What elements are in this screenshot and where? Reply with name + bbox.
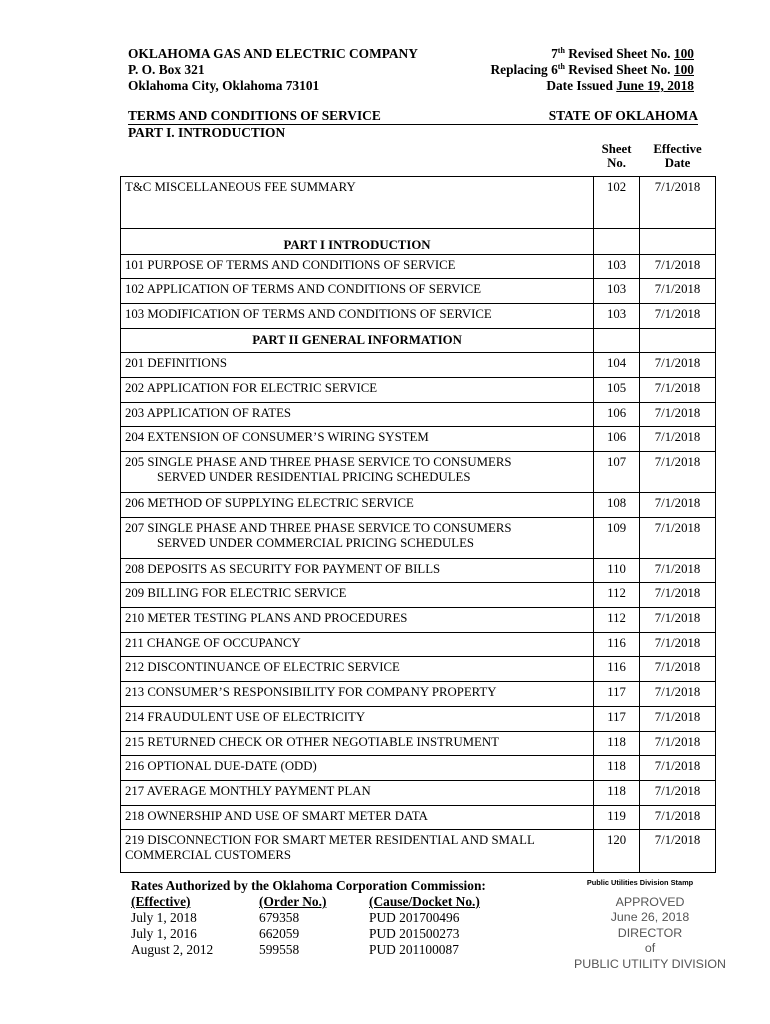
toc-entry-sheet: 104 xyxy=(594,353,640,378)
toc-entry-date: 7/1/2018 xyxy=(640,303,716,328)
rates-effective: July 1, 2016 xyxy=(131,926,197,941)
toc-entry-title-line1: 209 BILLING FOR ELECTRIC SERVICE xyxy=(125,586,347,601)
revised-number: 7 xyxy=(551,46,558,61)
toc-row xyxy=(121,402,716,427)
rates-cause-no: PUD 201100087 xyxy=(369,942,459,957)
company-name: OKLAHOMA GAS AND ELECTRIC COMPANY xyxy=(128,46,418,61)
toc-row xyxy=(121,608,716,633)
toc-entry-title-line1: 214 FRAUDULENT USE OF ELECTRICITY xyxy=(125,709,366,724)
rates-body xyxy=(131,894,529,958)
col-date-header xyxy=(640,140,716,176)
toc-entry-title-line1: 210 METER TESTING PLANS AND PROCEDURES xyxy=(125,611,408,626)
toc-row xyxy=(121,583,716,608)
toc-entry-title xyxy=(121,517,594,558)
toc-row xyxy=(121,493,716,518)
rates-cause-no: PUD 201700496 xyxy=(369,910,460,925)
city-address: Oklahoma City, Oklahoma 73101 xyxy=(128,78,320,93)
revised-text: Revised Sheet No. xyxy=(564,46,671,61)
toc-entry-date: 7/1/2018 xyxy=(640,558,716,583)
toc-entry-sheet: 110 xyxy=(594,558,640,583)
toc-entry-title-line1: 215 RETURNED CHECK OR OTHER NEGOTIABLE INSTRUMENT xyxy=(125,734,499,749)
toc-row xyxy=(121,254,716,279)
toc-entry-sheet: 103 xyxy=(594,254,640,279)
toc-entry-sheet: 120 xyxy=(594,830,640,873)
rates-title: Rates Authorized by the Oklahoma Corporation Commission: xyxy=(131,878,486,893)
rates-effective: August 2, 2012 xyxy=(131,942,214,957)
rates-header-cause: (Cause/Docket No.) xyxy=(369,894,480,909)
rates-order-no: 599558 xyxy=(259,942,300,957)
fee-summary-row xyxy=(121,176,716,228)
toc-entry-title xyxy=(121,279,594,304)
toc-entry-sheet: 116 xyxy=(594,632,640,657)
toc-entry-sheet: 105 xyxy=(594,377,640,402)
toc-entry-title xyxy=(121,731,594,756)
toc-entry-title-line1: 203 APPLICATION OF RATES xyxy=(125,405,292,420)
toc-entry-date: 7/1/2018 xyxy=(640,608,716,633)
toc-entry-title xyxy=(121,657,594,682)
toc-entry-title-line1: 216 OPTIONAL DUE-DATE (ODD) xyxy=(125,759,317,774)
toc-entry-title-line1: 213 CONSUMER’S RESPONSIBILITY FOR COMPANY PROPERTY xyxy=(125,685,497,700)
toc-row xyxy=(121,830,716,873)
toc-row xyxy=(121,427,716,452)
stamp-line: APPROVED xyxy=(615,895,685,909)
toc-entry-date: 7/1/2018 xyxy=(640,657,716,682)
toc-entry-sheet: 112 xyxy=(594,583,640,608)
toc-column-headers xyxy=(121,140,716,176)
rates-cause-no: PUD 201500273 xyxy=(369,926,460,941)
rates-effective: July 1, 2018 xyxy=(131,910,197,925)
toc-entry-title xyxy=(121,608,594,633)
po-box: P. O. Box 321 xyxy=(128,62,205,77)
toc-row xyxy=(121,731,716,756)
rates-table xyxy=(131,894,529,958)
toc-entry-sheet: 118 xyxy=(594,731,640,756)
stamp-heading: Public Utilities Division Stamp xyxy=(586,878,694,887)
toc-entry-title xyxy=(121,452,594,493)
toc-row xyxy=(121,657,716,682)
col-sheet-header xyxy=(594,140,640,176)
toc-entry-date: 7/1/2018 xyxy=(640,254,716,279)
toc-entry-sheet: 106 xyxy=(594,402,640,427)
part1-heading-row xyxy=(121,228,716,254)
toc-row xyxy=(121,517,716,558)
toc-entry-date: 7/1/2018 xyxy=(640,731,716,756)
toc-entry-title-line1: 102 APPLICATION OF TERMS AND CONDITIONS OF SERVICE xyxy=(125,282,482,297)
toc-entry-title xyxy=(121,377,594,402)
toc-row xyxy=(121,632,716,657)
date-issued-value: June 19, 2018 xyxy=(616,78,694,93)
fee-summary-title: T&C MISCELLANEOUS FEE SUMMARY xyxy=(121,176,594,228)
toc-entry-title-line1: 204 EXTENSION OF CONSUMER’S WIRING SYSTEM xyxy=(125,430,429,445)
rates-header-order: (Order No.) xyxy=(259,894,327,909)
toc-entry-title-line1: 205 SINGLE PHASE AND THREE PHASE SERVICE TO CONSUMERS xyxy=(125,455,512,469)
part-label: PART I. INTRODUCTION xyxy=(128,125,286,140)
toc-row xyxy=(121,353,716,378)
toc-entry-sheet: 109 xyxy=(594,517,640,558)
terms-title: TERMS AND CONDITIONS OF SERVICE xyxy=(128,108,381,123)
toc-entry-title xyxy=(121,632,594,657)
date-issued xyxy=(546,78,694,94)
toc-entry-title xyxy=(121,780,594,805)
toc-entry-date: 7/1/2018 xyxy=(640,756,716,781)
toc-entry-title-line1: 212 DISCONTINUANCE OF ELECTRIC SERVICE xyxy=(125,660,400,675)
toc-entry-date: 7/1/2018 xyxy=(640,706,716,731)
toc-row xyxy=(121,780,716,805)
toc-entry-title-line1: 101 PURPOSE OF TERMS AND CONDITIONS OF SERVICE xyxy=(125,257,456,272)
toc-entry-date: 7/1/2018 xyxy=(640,452,716,493)
toc-entry-sheet: 103 xyxy=(594,279,640,304)
fee-summary-date: 7/1/2018 xyxy=(640,176,716,228)
replacing-sheet xyxy=(490,62,694,78)
toc-entry-sheet: 107 xyxy=(594,452,640,493)
part1-heading-date xyxy=(640,228,716,254)
stamp-line: June 26, 2018 xyxy=(610,910,690,925)
toc-entry-sheet: 106 xyxy=(594,427,640,452)
part2-heading-row xyxy=(121,328,716,353)
toc-entry-title-line1: 211 CHANGE OF OCCUPANCY xyxy=(125,635,301,650)
rates-order-no: 662059 xyxy=(259,926,300,941)
toc-entry-title xyxy=(121,706,594,731)
toc-entry-sheet: 117 xyxy=(594,706,640,731)
toc-entry-date: 7/1/2018 xyxy=(640,830,716,873)
toc-entry-date: 7/1/2018 xyxy=(640,402,716,427)
toc-row xyxy=(121,756,716,781)
toc-row xyxy=(121,706,716,731)
toc-entry-sheet: 112 xyxy=(594,608,640,633)
toc-entry-sheet: 116 xyxy=(594,657,640,682)
toc-entry-title xyxy=(121,583,594,608)
toc-header-blank xyxy=(121,140,594,176)
toc-entry-sheet: 108 xyxy=(594,493,640,518)
part2-heading-sheet xyxy=(594,328,640,353)
toc-entry-sheet: 103 xyxy=(594,303,640,328)
toc-row xyxy=(121,279,716,304)
stamp-line: DIRECTOR xyxy=(617,925,683,940)
revised-sheet-no: 100 xyxy=(673,46,694,61)
toc-entry-title xyxy=(121,254,594,279)
toc-body xyxy=(121,140,716,873)
rates-row xyxy=(131,910,529,926)
toc-entry-title-line2: COMMERCIAL CUSTOMERS xyxy=(125,848,292,863)
toc-entry-title-line1: 218 OWNERSHIP AND USE OF SMART METER DATA xyxy=(125,808,428,823)
rates-authorized xyxy=(131,878,529,958)
rates-header-effective: (Effective) xyxy=(131,894,191,909)
replacing-sup: th xyxy=(557,62,565,71)
revised-sup: th xyxy=(557,46,565,55)
toc-entry-title-line1: 201 DEFINITIONS xyxy=(125,356,228,371)
toc-entry-title xyxy=(121,756,594,781)
replacing-text: Revised Sheet No. xyxy=(564,62,671,77)
toc-entry-title xyxy=(121,830,594,873)
table-of-contents xyxy=(120,140,716,873)
toc-entry-date: 7/1/2018 xyxy=(640,780,716,805)
toc-entry-title xyxy=(121,303,594,328)
toc-entry-title-line1: 217 AVERAGE MONTHLY PAYMENT PLAN xyxy=(125,783,371,798)
replacing-sheet-no: 100 xyxy=(673,62,694,77)
toc-entry-date: 7/1/2018 xyxy=(640,517,716,558)
sheet-header xyxy=(128,46,694,94)
col-date-line2: Date xyxy=(664,156,691,170)
toc-entry-date: 7/1/2018 xyxy=(640,279,716,304)
rates-row xyxy=(131,926,529,942)
col-date-line1: Effective xyxy=(653,142,702,156)
toc-entry-date: 7/1/2018 xyxy=(640,493,716,518)
toc-row xyxy=(121,682,716,707)
toc-entry-title-line1: 207 SINGLE PHASE AND THREE PHASE SERVICE TO CONSUMERS xyxy=(125,520,512,535)
toc-entry-title xyxy=(121,682,594,707)
toc-entry-title-line1: 208 DEPOSITS AS SECURITY FOR PAYMENT OF BILLS xyxy=(125,561,441,576)
col-sheet-line1: Sheet xyxy=(601,142,632,156)
toc-entry-date: 7/1/2018 xyxy=(640,377,716,402)
part1-heading: PART I INTRODUCTION xyxy=(121,228,594,254)
part1-heading-sheet xyxy=(594,228,640,254)
toc-entry-title xyxy=(121,353,594,378)
rates-row xyxy=(131,942,529,958)
toc-entry-date: 7/1/2018 xyxy=(640,427,716,452)
toc-entry-title xyxy=(121,805,594,830)
toc-entry-date: 7/1/2018 xyxy=(640,353,716,378)
toc-row xyxy=(121,805,716,830)
state-label: STATE OF OKLAHOMA xyxy=(548,108,698,123)
toc-entry-title xyxy=(121,493,594,518)
toc-row xyxy=(121,558,716,583)
toc-entry-title-line1: 103 MODIFICATION OF TERMS AND CONDITIONS OF SERVICE xyxy=(125,306,492,321)
date-issued-label: Date Issued xyxy=(546,78,617,93)
toc-entry-title-line1: 219 DISCONNECTION FOR SMART METER RESIDENTIAL AND SMALL xyxy=(125,833,535,848)
toc-entry-sheet: 119 xyxy=(594,805,640,830)
stamp-line: PUBLIC UTILITY DIVISION xyxy=(574,956,726,971)
fee-summary-sheet: 102 xyxy=(594,176,640,228)
col-sheet-line2: No. xyxy=(607,156,626,170)
rates-order-no: 679358 xyxy=(259,910,300,925)
toc-entry-sheet: 118 xyxy=(594,780,640,805)
toc-entry-title-line2: SERVED UNDER COMMERCIAL PRICING SCHEDULES xyxy=(157,535,475,550)
toc-entry-date: 7/1/2018 xyxy=(640,805,716,830)
toc-entry-title-line1: 202 APPLICATION FOR ELECTRIC SERVICE xyxy=(125,380,378,395)
rates-header-row xyxy=(131,894,529,910)
toc-row xyxy=(121,303,716,328)
revised-sheet xyxy=(551,46,694,62)
terms-heading xyxy=(128,108,698,141)
toc-entry-sheet: 117 xyxy=(594,682,640,707)
toc-entry-title xyxy=(121,402,594,427)
part2-heading-date xyxy=(640,328,716,353)
approval-stamp xyxy=(560,878,740,972)
toc-entry-title-line2: SERVED UNDER RESIDENTIAL PRICING SCHEDULES xyxy=(157,470,471,484)
toc-entry-sheet: 118 xyxy=(594,756,640,781)
toc-entry-title xyxy=(121,427,594,452)
stamp-lines xyxy=(560,895,740,972)
toc-entry-title-line1: 206 METHOD OF SUPPLYING ELECTRIC SERVICE xyxy=(125,496,414,510)
toc-entry-title xyxy=(121,558,594,583)
toc-row xyxy=(121,452,716,493)
toc-entry-date: 7/1/2018 xyxy=(640,583,716,608)
replacing-prefix: Replacing 6 xyxy=(490,62,558,77)
stamp-line: of xyxy=(644,941,656,956)
part2-heading: PART II GENERAL INFORMATION xyxy=(121,328,594,353)
toc-entry-date: 7/1/2018 xyxy=(640,682,716,707)
toc-entry-date: 7/1/2018 xyxy=(640,632,716,657)
toc-row xyxy=(121,377,716,402)
